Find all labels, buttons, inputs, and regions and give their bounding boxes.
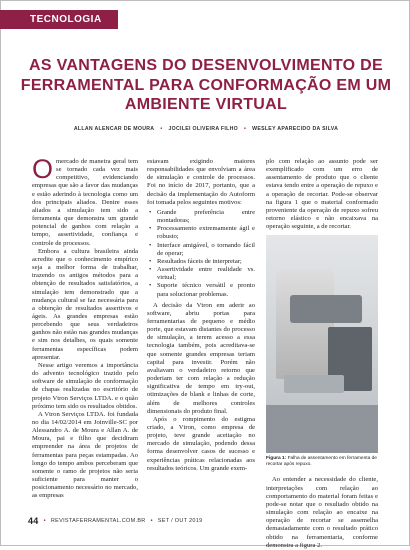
- caption-text: Falha de assentamento em ferramenta de recortar após repuxo.: [266, 456, 377, 468]
- drop-cap: O: [32, 154, 54, 184]
- text-column-2: [147, 158, 255, 473]
- footer-separator: •: [150, 518, 153, 524]
- list-item: • Interface amigável, o tornando fácil de operar;: [147, 242, 255, 258]
- page-footer: [28, 516, 388, 526]
- photo-detail: [284, 375, 344, 393]
- article-title: AS VANTAGENS DO DESENVOLVIMENTO DE FERRAMENTAL PARA CONFORMAÇÃO EM UM AMBIENTE VIRTUAL: [20, 57, 392, 113]
- caption-label: Figura 1:: [266, 456, 287, 462]
- footer-website: REVISTAFERRAMENTAL.COM.BR: [50, 518, 146, 524]
- page-number: 44: [28, 516, 39, 526]
- paragraph: estavam exigindo maiores responsabilidades que envolviam a área de simulação e controle de processos. Foi no início de 2017, portanto, que a decisão da implementação do Autoform foi tomada pelos seguintes motivos:: [147, 158, 255, 206]
- footer-separator: •: [43, 518, 46, 524]
- photo-detail: [266, 405, 378, 453]
- text-column-1: [32, 154, 138, 501]
- section-label: TECNOLOGIA: [0, 10, 118, 29]
- figure-caption: [266, 456, 378, 468]
- list-item: • Grande preferência entre montadoras;: [147, 209, 255, 225]
- paragraph: [32, 154, 138, 248]
- paragraph: plo com relação ao assunto pode ser exemplificado com um erro de assentamento de produto que o cliente estava tendo entre a operação de repuxo e a operação de recortar. Pode-se observar na figura 1 que o material conformado proveniente da operação de repuxo sofreu retorno elástico e não encaixava na operação seguinte, a de recortar.: [266, 158, 378, 231]
- author-separator: •: [160, 126, 163, 132]
- paragraph: A Vtron Serviços LTDA. foi fundada no dia 14/02/2014 em Joinville-SC por Alessandro A. de Moura e Allan A. de Moura, pai e filho que decidiram empreender na área de projetos de ferramentas para peças estampadas. Ao longo do tempo ambos perceberam que somente o ramo de projetos não seria suficiente para manter o posicionamento necessário no mercado, as empresas: [32, 410, 138, 500]
- author-name: WESLEY APARECIDO DA SILVA: [252, 126, 339, 132]
- author-separator: •: [244, 126, 247, 132]
- photo-detail: [276, 269, 334, 379]
- figure-photo: [266, 235, 378, 453]
- paragraph: Ao entender a necessidade do cliente, interpretações com relação ao comportamento do material foram feitas e pode-se notar que o resultado obtido na simulação com relação ao encaixe na operação de recortar se assemelha demasiadamente com o resultado prático obtido na ferramentaria, conforme demonstra a figura 2.: [266, 476, 378, 549]
- author-line: [20, 126, 392, 132]
- author-name: ALLAN ALENCAR DE MOURA: [73, 126, 155, 132]
- list-item: • Assertividade entre realidade vs. virtual;: [147, 266, 255, 282]
- text-column-3: [266, 158, 378, 550]
- photo-detail: [290, 295, 362, 323]
- paragraph: Após o rompimento do estigma criado, a Vtron, como empresa de projeto, teve grande aceitação no mercado de simulação, podendo dessa forma desenvolver casos de sucesso e experiências práticas relacionadas aos resultados teóricos. Um grande exem-: [147, 415, 255, 472]
- paragraph: A decisão da Vtron em aderir ao software, abriu portas para ferramentarias de pequeno e médio porte, que estavam distantes do processo de simulação, a terem acesso a essa tecnologia também, pois acreditava-se que somente grandes empresas teriam capital para investir. Porém não avaliavam o verdadeiro retorno que poderiam ter com relação a redução significativa de tempo em try-out, otimizações de blank e linhas de corte, além de melhores controles dimensionais do produto final.: [147, 301, 255, 415]
- list-item: • Suporte técnico versátil e pronto para solucionar problemas.: [147, 282, 255, 298]
- bullet-list: [147, 209, 255, 299]
- list-item: • Processamento extremamente ágil e robusto;: [147, 225, 255, 241]
- list-item: • Resultados fáceis de interpretar;: [147, 258, 255, 266]
- paragraph-text: mercado de maneira geral tem se tornado cada vez mais competitivo, evidenciando empresas que são a favor das mudanças e estão aderindo à tecnologia como um dos principais aliados. Dentre esses aliados a simulação tem sido a ferramenta que demonstra um grande potencial de ganhos com relação a tempo, assertividade, confiança e controle de processos.: [32, 158, 138, 247]
- footer-issue: SET / OUT 2019: [157, 518, 203, 524]
- paragraph: Nesse artigo veremos a importância do advento tecnológico trazido pelo software de simulação de conformação de chapas realizadas no escritório de projeto Vtron Serviços LTDA. e o quão próximo tem sido os resultados obtidos.: [32, 361, 138, 410]
- author-name: JOCILEI OLIVEIRA FILHO: [168, 126, 238, 132]
- paragraph: Embora a cultura brasileira ainda acredite que o conhecimento empírico seja a melhor forma de trabalhar, trazendo os antigos métodos para a obtenção de resultados satisfatórios, a simulação tem demonstrado que a mudança cultural se faz necessária para a obtenção de resultados assertivos e ágeis. As grandes empresas estão percebendo que seus verdadeiros ganhos não estão nas grandes mudanças e sim nos detalhes, os quais somente ferramentas específicas podem apresentar.: [32, 247, 138, 361]
